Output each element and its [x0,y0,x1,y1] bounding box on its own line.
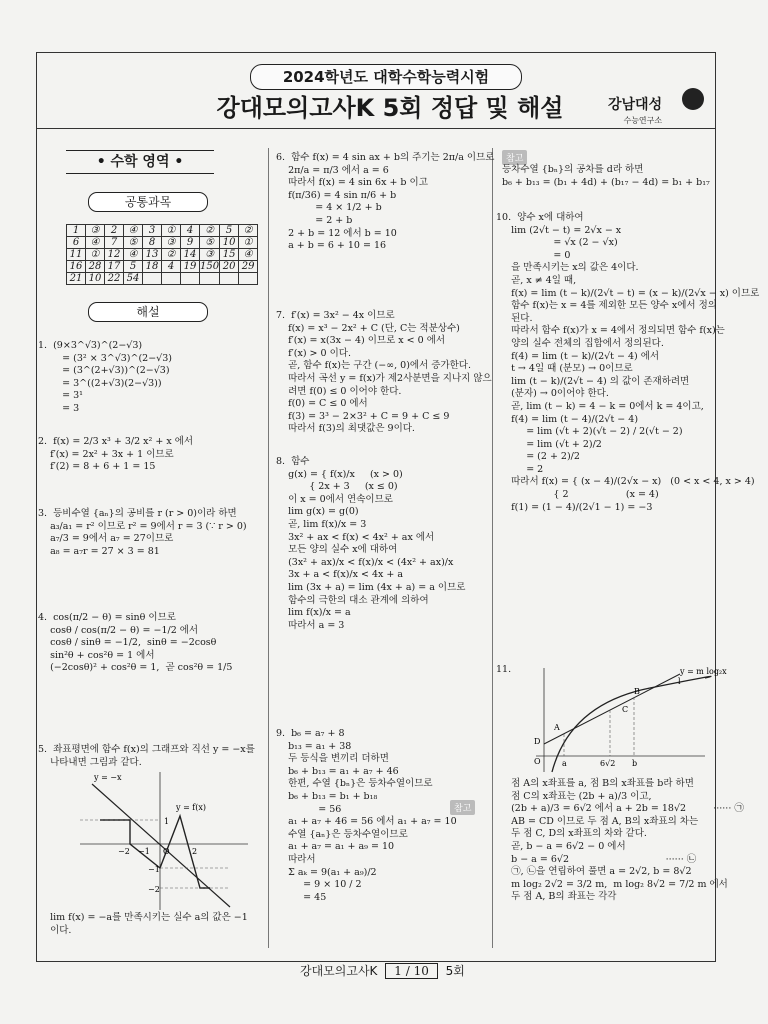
page-total: 10 [413,964,429,978]
answer-cell: 54 [124,273,143,285]
question-number-cell: 22 [105,273,124,285]
point-d: D [534,737,541,746]
answer-cell: ① [162,225,181,237]
question-number-cell: 17 [105,261,124,273]
answer-row [67,225,258,237]
label-curve: y = f(x) [176,803,207,812]
solution-9: 9. b₆ = a₇ + 8 b₁₃ = a₁ + 38 두 등식을 변끼리 더하면 b₆ + b₁₃ = a₁ + a₇ + 46 한편, 수열 {bₙ}은 등차수열이므로 b₆ + b₁₃ = b₁ + b₁₈ = 56 a₁ + a₇ + 46 = 56 에서 a₁ + a₇ = 10 수열 {aₙ}은 등차수열이므로 a₁ + a₇ = a₁ + a₉ = 10 따라서 Σ aₖ = 9(a₁ + a₉)/2 = 9 × 10 / 2 = 45 [276,728,457,903]
graph-figure-11 [530,664,727,774]
solution-10: 10. 양수 x에 대하여 lim (2√t − t) = 2√x − x = √x (2 − √x) = 0 을 만족시키는 x의 값은 4이다. 곧, x ≠ 4일 때, f(x) = lim (t − k)/(2√t − t) = (x − k)/(2√x − x) 이므로 함수 f(x)는 x = 4를 제외한 모든 양수 x에서 정의 된다. 따라서 함수 f(x)가 x = 4에서 정의되면 함수 f(x)는 양의 실수 전체의 집합에서 정의된다. f(4) = lim (t − k)/(2√t − 4) 에서 t → 4일 때 (분모) → 0이므로 lim (t − k)/(2√t − 4) 의 값이 존재하려면 (분자) → 0이어야 한다. 곧, lim (t − k) = 4 − k = 0에서 k = 4이고, f(4) = lim (t − 4)/(2√t − 4) = lim (√t + 2)(√t − 2) / 2(√t − 2) = lim (√t + 2)/2 = (2 + 2)/2 = 2 따라서 f(x) = { (x − 4)/(2√x − x) (0 < x < 4, x > 4) { 2 (x = 4) f(1) = (1 − 4)/(2√1 − 1) = −3 [496,212,760,513]
answer-cell: ④ [124,225,143,237]
answer-cell: ③ [200,249,220,261]
column-divider-2 [492,148,493,948]
answer-cell: ② [200,225,220,237]
answer-row [67,249,258,261]
solution-5-end: lim f(x) = −a를 만족시키는 실수 a의 값은 −1 이다. [50,912,248,936]
answer-cell: ③ [162,237,181,249]
solution-11: 점 A의 x좌표를 a, 점 B의 x좌표를 b라 하면 점 C의 x좌표는 (2b + a)/3 이고, (2b + a)/3 = 6√2 에서 a + 2b = 18√2 ······ ㉠ AB = CD 이므로 두 점 A, B의 x좌표의 차는 두 점 C, D의 x좌표의 차와 같다. 곧, b − a = 6√2 − 0 에서 b − a = 6√2 ······ ㉡ ㉠, ㉡을 연립하여 풀면 a = 2√2, b = 8√2 m log₂ 2√2 = 3/2 m, m log₂ 8√2 = 7/2 m 에서 두 점 A, B의 좌표는 각각 [511,778,744,903]
answer-table [66,224,258,285]
question-number-cell: 4 [181,225,200,237]
question-number-cell: 1 [67,225,86,237]
tick-b: b [632,759,638,768]
question-number-cell: 6 [67,237,86,249]
solution-4: 4. cos(π/2 − θ) = sinθ 이므로 cosθ / cos(π/2 − θ) = −1/2 에서 cosθ / sinθ = −1/2, sinθ = −2cosθ sin²θ + cos²θ = 1 에서 (−2cosθ)² + cos²θ = 1, 곧 cos²θ = 1/5 [38,612,233,674]
answer-row [67,273,258,285]
logo-subtext: 수능연구소 [623,116,663,125]
solution-2: 2. f(x) = 2/3 x³ + 3/2 x² + x 에서 f′(x) = 2x² + 3x + 1 이므로 f′(2) = 8 + 6 + 1 = 15 [38,436,194,473]
question-number-cell: 11 [67,249,86,261]
question-number-cell: 20 [220,261,239,273]
answer-cell: ④ [239,249,258,261]
tick-6root2: 6√2 [600,759,616,768]
exam-subtitle: 2024학년도 대학수학능력시험 [250,64,522,90]
question-number-cell: 21 [67,273,86,285]
label-curve: y = m log₂x [680,667,727,676]
question-number-cell: 5 [220,225,239,237]
question-number-cell: 2 [105,225,124,237]
question-number-cell [220,273,239,285]
label-origin: O [534,757,541,766]
logo-text: 강남대성 [608,97,663,113]
answer-cell: 28 [86,261,105,273]
solution-11-head: 11. [496,664,512,675]
section-title: • 수학 영역 • [66,150,214,174]
explanation-label: 해설 [88,302,208,322]
tick-x-neg1: −1 [138,847,150,856]
question-number-cell [143,273,162,285]
answer-cell: 4 [162,261,181,273]
header-divider [36,128,716,129]
point-b: B [634,687,640,696]
solution-8: 8. 함수 g(x) = { f(x)/x (x > 0) { 2x + 3 (x ≤ 0) 이 x = 0에서 연속이므로 lim g(x) = g(0) 곧, lim f(x)/x = 3 3x² + ax < f(x) < 4x² + ax 에서 모든 양의 실수 x에 대하여 (3x² + ax)/x < f(x)/x < (4x² + ax)/x 3x + a < f(x)/x < 4x + a lim (3x + a) = lim (4x + a) = a 이므로 함수의 극한의 대소 관계에 의하여 lim f(x)/x = a 따라서 a = 3 [276,456,466,631]
tick-y-neg2: −2 [148,885,160,894]
question-number-cell: 7 [105,237,124,249]
tick-x-neg2: −2 [118,847,130,856]
answer-cell: 10 [86,273,105,285]
tick-y-1: 1 [164,817,170,826]
solution-1: 1. (9×3^√3)^(2−√3) = (3² × 3^√3)^(2−√3) = (3^(2+√3))^(2−√3) = 3^((2+√3)(2−√3)) = 3¹ = 3 [38,340,172,414]
question-number-cell: 3 [143,225,162,237]
answer-cell: ② [162,249,181,261]
tick-y-neg1: −1 [148,865,160,874]
line-l [544,674,680,744]
answer-cell: 150 [200,261,220,272]
solution-3: 3. 등비수열 {aₙ}의 공비를 r (r > 0)이라 하면 a₃/a₁ = r² 이므로 r² = 9에서 r = 3 (∵ r > 0) a₇/3 = 9에서 a₇ = 27이므로 a₈ = a₇r = 27 × 3 = 81 [38,508,247,557]
graph-figure-5 [80,772,250,910]
note-badge-2: 참고 [502,150,527,165]
answer-cell: ⑤ [124,237,143,249]
question-number-cell: 19 [181,261,200,273]
answer-cell: ① [86,249,105,261]
answer-row [67,237,258,249]
common-subject-label: 공통과목 [88,192,208,212]
log-curve [552,676,711,772]
question-number-cell: 14 [181,249,200,261]
answer-cell [239,273,258,285]
question-number-cell: 10 [220,237,239,249]
answer-cell: ⑤ [200,237,220,249]
column-divider-1 [268,148,269,948]
label-l: l [678,677,681,686]
page-title: 강대모의고사K 5회 정답 및 해설 [216,94,564,122]
question-number-cell: 9 [181,237,200,249]
note-text: 등차수열 {bₙ}의 공차를 d라 하면 b₆ + b₁₃ = (b₁ + 4d) + (b₁₇ − 4d) = b₁ + b₁₇ [502,164,710,188]
answer-row [67,261,258,273]
point-c: C [622,705,629,714]
answer-cell: ③ [86,225,105,237]
solution-5: 5. 좌표평면에 함수 f(x)의 그래프와 직선 y = −x를 나타내면 그림과 같다. [38,744,255,768]
answer-cell: ④ [86,237,105,249]
answer-cell: 29 [239,261,258,273]
question-number-cell: 18 [143,261,162,273]
tick-a: a [562,759,567,768]
question-number-cell: 16 [67,261,86,273]
solution-6: 6. 함수 f(x) = 4 sin ax + b의 주기는 2π/a 이므로 2π/a = π/3 에서 a = 6 따라서 f(x) = 4 sin 6x + b 이고 f(π/36) = 4 sin π/6 + b = 4 × 1/2 + b = 2 + b 2 + b = 12 에서 b = 10 a + b = 6 + 10 = 16 [276,152,495,252]
publisher-logo [608,94,662,126]
question-number-cell [181,273,200,285]
label-origin: O [163,847,170,856]
question-number-cell: 12 [105,249,124,261]
question-number-cell: 15 [220,249,239,261]
answer-cell [162,273,181,285]
logo-circle-icon [682,88,704,110]
tick-x-2: 2 [192,847,198,856]
footer-round: 5회 [445,964,465,978]
answer-cell: 5 [124,261,143,273]
question-number-cell: 8 [143,237,162,249]
solution-7: 7. f′(x) = 3x² − 4x 이므로 f(x) = x³ − 2x² + C (단, C는 적분상수) f′(x) = x(3x − 4) 이므로 x < 0 에서 f′(x) > 0 이다. 곧, 함수 f(x)는 구간 (−∞, 0)에서 증가한다. 따라서 곡선 y = f(x)가 제2사분면을 지나지 않으 려면 f(0) ≤ 0 이어야 한다. f(0) = C ≤ 0 에서 f(3) = 3³ − 2×3² + C = 9 + C ≤ 9 따라서 f(3)의 최댓값은 9이다. [276,310,492,435]
answer-cell: ② [239,225,258,237]
answer-cell: ① [239,237,258,249]
page-current: 1 [394,964,402,978]
point-a: A [554,723,560,732]
page-number-box: 1 / 10 [385,963,438,979]
note-badge-1: 참고 [450,800,475,815]
footer-exam-name: 강대모의고사K [300,964,378,978]
answer-cell: ④ [124,249,143,261]
answer-cell [200,273,220,285]
label-line: y = −x [94,773,122,782]
page-footer [300,962,465,979]
question-number-cell: 13 [143,249,162,261]
